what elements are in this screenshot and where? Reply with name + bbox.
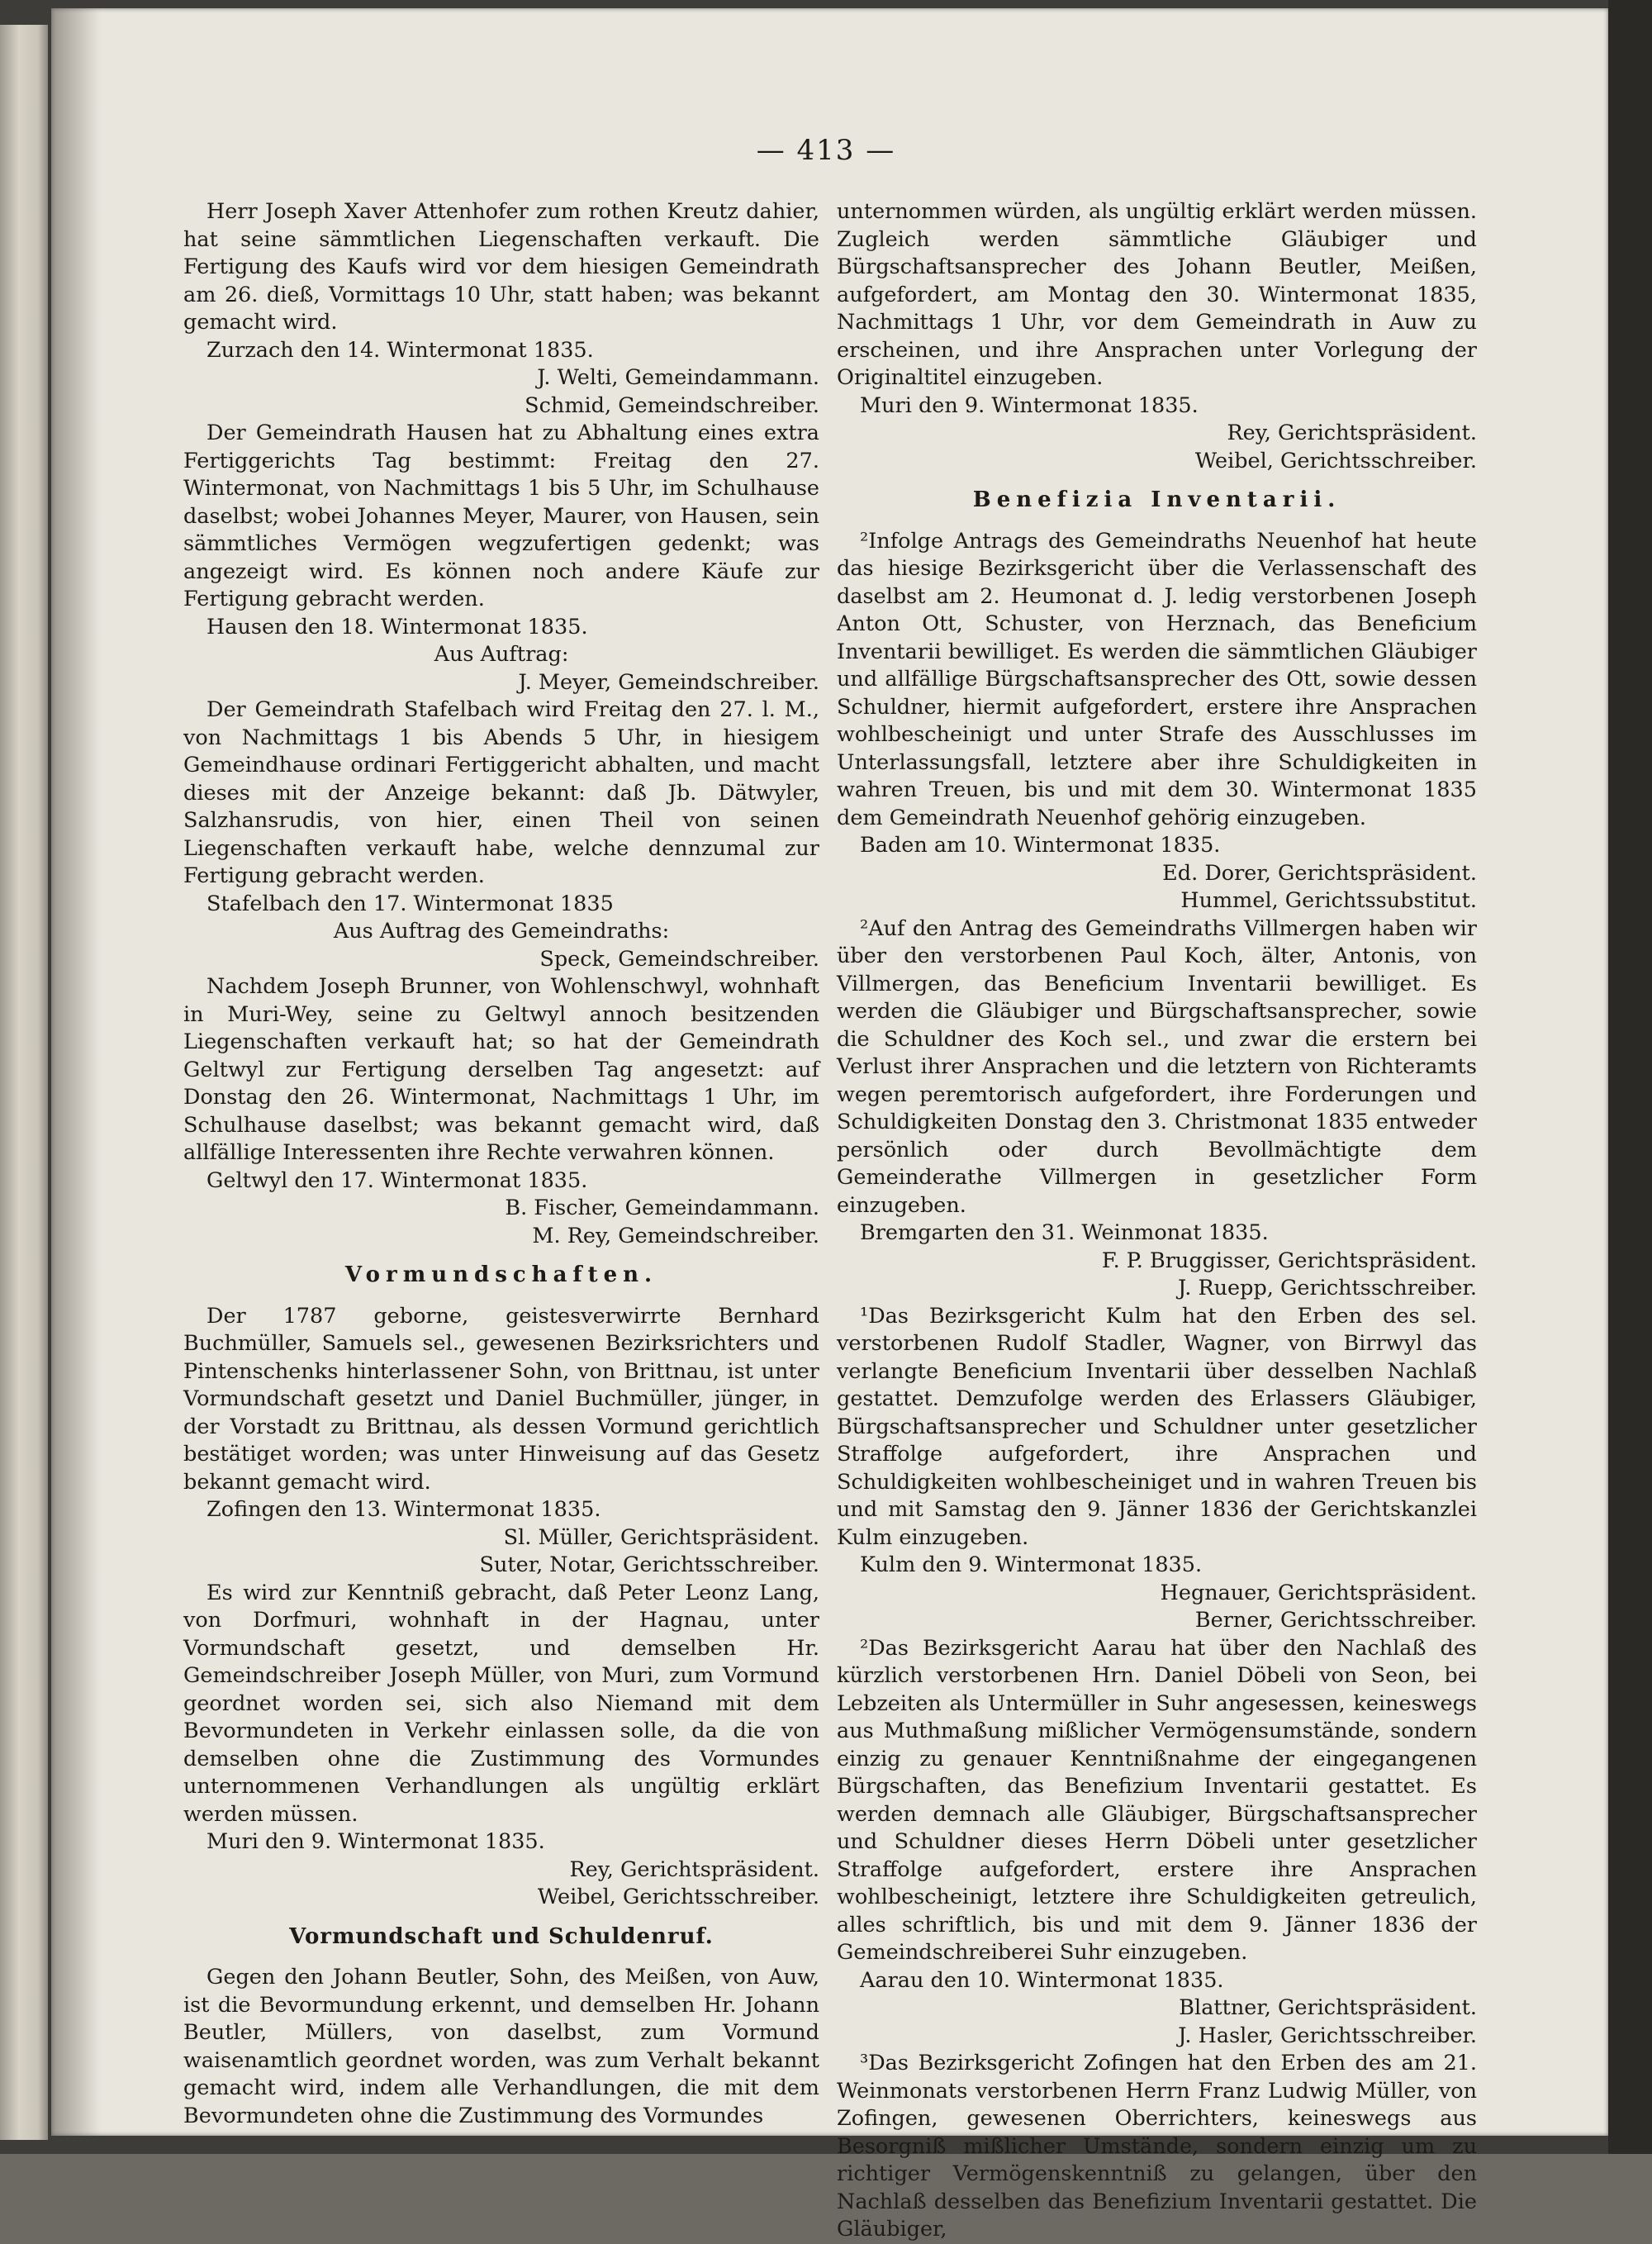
place-date-line: Hausen den 18. Wintermonat 1835. [206,614,588,639]
signature-line: Ed. Dorer, Gerichtspräsident. [1162,860,1477,886]
notice-paragraph: ¹Das Bezirksgericht Kulm hat den Erben des sel. verstorbenen Rudolf Stadler, Wagner, von Birrwyl das verlangte Beneficium Inventarii über desselben Nachlaß gestattet. Demzufolge werden des Erlassers Gläubiger, Bürgschaftsansprecher und Schuldner unter gesetzlicher Straffolge aufgefordert, ihre Ansprachen und Schuldigkeiten wohlbescheiniget und in wahren Treuen bis und mit Samstag den 9. Jänner 1836 der Gerichtskanzlei Kulm einzugeben. [837,1303,1477,1550]
notice-paragraph: unternommen würden, als ungültig erklärt werden müssen. Zugleich werden sämmtliche Gläubiger und Bürgschaftsansprecher des Johann Beutler, Meißen, aufgefordert, am Montag den 30. Wintermonat 1835, Nachmittags 1 Uhr, vor dem Gemeindrath in Auw zu erscheinen, und ihre Ansprachen unter Vorlegung der Originaltitel einzugeben. [837,199,1477,390]
signature-line: M. Rey, Gemeindschreiber. [532,1223,819,1248]
left-column [183,198,819,2130]
notice-paragraph: ²Auf den Antrag des Gemeindraths Villmergen haben wir über den verstorbenen Paul Koch, älter, Antonis, von Villmergen, das Beneficium Inventarii bewilliget. Es werden die Gläubiger und Bürgschaftsansprecher, sowie die Schuldner des Koch sel., und zwar die erstern bei Verlust ihrer Ansprachen und die letztern von Richteramts wegen peremtorisch aufgefordert, ihre Forderungen und Schuldigkeiten Donstag den 3. Christmonat 1835 entweder persönlich oder durch Bevollmächtigte dem Gemeinderathe Villmergen in gesetzlicher Form einzugeben. [837,915,1477,1218]
signature-line: B. Fischer, Gemeindammann. [505,1196,819,1220]
signature-line: Schmid, Gemeindschreiber. [525,392,819,418]
signature-line: F. P. Bruggisser, Gerichtspräsident. [1101,1248,1477,1273]
scan-border-right [1608,0,1652,2154]
place-date-line: Geltwyl den 17. Wintermonat 1835. [206,1167,588,1193]
notice-paragraph: Der 1787 geborne, geistesverwirrte Bernhard Buchmüller, Samuels sel., gewesenen Bezirksrichters und Pintenschenks hinterlassener Sohn, von Brittnau, ist unter Vormundschaft gesetzt und Daniel Buchmüller, jünger, in der Vorstadt zu Brittnau, als dessen Vormund gerichtlich bestätiget worden; was unter Hinweisung auf das Gesetz bekannt gemacht wird. [183,1303,819,1495]
notice-paragraph: Es wird zur Kenntniß gebracht, daß Peter Leonz Lang, von Dorfmuri, wohnhaft in der Hagnau, unter Vormundschaft gesetzt, und demselben Hr. Gemeindschreiber Joseph Müller, von Muri, zum Vormund geordnet worden sei, sich also Niemand mit dem Bevormundeten in Verkehr einlassen solle, da die von demselben ohne die Zustimmung des Vormundes unternommenen Verhandlungen als ungültig erklärt werden müssen. [183,1580,819,1827]
signature-line: J. Hasler, Gerichtsschreiber. [1178,2023,1477,2048]
place-date-line: Muri den 9. Wintermonat 1835. [206,1829,545,1854]
signature-line: Hummel, Gerichtssubstitut. [1180,888,1477,913]
place-date-line: Kulm den 9. Wintermonat 1835. [860,1552,1203,1577]
place-date-line: Baden am 10. Wintermonat 1835. [860,833,1221,858]
notice-paragraph: ²Das Bezirksgericht Aarau hat über den Nachlaß des kürzlich verstorbenen Hrn. Daniel Döbeli von Seon, bei Lebzeiten als Untermüller in Suhr angesessen, keineswegs aus Muthmaßung mißlicher Vermögensumstände, sondern einzig zu genauer Kenntnißnahme der eingegangenen Bürgschaften, das Benefizium Inventarii gestattet. Es werden demnach alle Gläubiger, Bürgschaftsansprecher und Schuldner dieses Herrn Döbeli unter gesetzlicher Straffolge aufgefordert, erstere ihre Ansprachen wohlbescheinigt, letztere ihre Schuldigkeiten getreulich, alles schriftlich, bis und mit dem 9. Jänner 1836 der Gemeindschreiberei Suhr einzugeben. [837,1635,1477,1965]
notice-paragraph: ²Infolge Antrags des Gemeindraths Neuenhof hat heute das hiesige Bezirksgericht über die Verlassenschaft des daselbst am 2. Heumonat d. J. ledig verstorbenen Joseph Anton Ott, Schuster, von Herznach, das Beneficium Inventarii bewilliget. Es werden die sämmtlichen Gläubiger und allfällige Bürgschaftsansprecher des Ott, sowie dessen Schuldner, hiermit aufgefordert, erstere ihre Ansprachen wohlbescheinigt und unter Strafe des Ausschlusses im Unterlassungsfall, letztere aber ihre Schuldigkeiten in wahren Treuen, bis und mit dem 30. Wintermonat 1835 dem Gemeindrath Neuenhof gehörig einzugeben. [837,528,1477,830]
notice-paragraph: ³Das Bezirksgericht Zofingen hat den Erben des am 21. Weinmonats verstorbenen Herrn Franz Ludwig Müller, von Zofingen, gewesenen Oberrichters, keineswegs aus Besorgniß mißlicher Umstände, sondern einzig um zu richtiger Vermögenskenntniß zu gelangen, über den Nachlaß desselben das Benefizium Inventarii gestattet. Die Gläubiger, [837,2051,1477,2242]
signature-line: J. Ruepp, Gerichtsschreiber. [1177,1276,1477,1300]
signature-line: Sl. Müller, Gerichtspräsident. [503,1524,819,1550]
notice-paragraph: Nachdem Joseph Brunner, von Wohlenschwyl, wohnhaft in Muri-Wey, seine zu Geltwyl annoch besitzenden Liegenschaften verkauft hat; so hat der Gemeindrath Geltwyl zur Fertigung derselben Tag angesetzt: auf Donstag den 26. Wintermonat, Nachmittags 1 Uhr, im Schulhause daselbst; was bekannt gemacht wird, daß allfällige Interessenten ihre Rechte verwahren können. [183,974,819,1165]
place-date-line: Stafelbach den 17. Wintermonat 1835 [206,891,614,916]
signature-line: J. Meyer, Gemeindschreiber. [518,669,819,695]
signature-line: Weibel, Gerichtsschreiber. [537,1885,819,1909]
page-number: — 413 — [756,134,896,167]
section-heading: Vormundschaften. [344,1262,658,1287]
signature-line: Weibel, Gerichtsschreiber. [1194,448,1477,473]
signature-line: Blattner, Gerichtspräsident. [1179,1995,1477,2020]
signature-line: Rey, Gerichtspräsident. [569,1857,819,1882]
right-column [837,198,1477,2244]
notice-paragraph: Der Gemeindrath Hausen hat zu Abhaltung eines extra Fertiggerichts Tag bestimmt: Freitag den 27. Wintermonat, von Nachmittags 1 bis 5 Uhr, im Schulhause daselbst; wobei Johannes Meyer, Maurer, von Hausen, sein sämmtliches Vermögen wegzufertigen gedenkt; was angezeigt wird. Es können noch andere Käufe zur Fertigung gebracht werden. [183,421,819,611]
signature-line: J. Welti, Gemeindammann. [537,365,819,390]
notice-paragraph: Der Gemeindrath Stafelbach wird Freitag den 27. l. M., von Nachmittags 1 bis Abends 5 Uhr, in hiesigem Gemeindhause ordinari Fertiggericht abhalten, und macht dieses mit der Anzeige bekannt: daß Jb. Dätwyler, Salzhansrudis, von hier, einen Theil von seinen Liegenschaften verkauft habe, welche dennzumal zur Fertigung gebracht werden. [183,697,819,888]
section-heading: Benefizia Inventarii. [972,487,1341,512]
place-date-line: Zurzach den 14. Wintermonat 1835. [206,337,594,363]
place-date-line: Bremgarten den 31. Weinmonat 1835. [860,1220,1269,1245]
place-date-line: Zofingen den 13. Wintermonat 1835. [206,1497,601,1522]
notice-paragraph: Gegen den Johann Beutler, Sohn, des Meißen, von Auw, ist die Bevormundung erkennt, und demselben Hr. Johann Beutler, Müllers, von daselbst, zum Vormund waisenamtlich geordnet worden, was zum Verhalt bekannt gemacht wird, indem alle Verhandlungen, die mit dem Bevormundeten ohne die Zustimmung des Vormundes [183,1965,819,2128]
signature-line: Speck, Gemeindschreiber. [539,946,819,972]
signature-line: Hegnauer, Gerichtspräsident. [1160,1580,1477,1605]
mandate-line: Aus Auftrag des Gemeindraths: [333,919,670,944]
signature-line: Berner, Gerichtsschreiber. [1194,1608,1477,1633]
previous-page-edge [0,25,48,2140]
place-date-line: Aarau den 10. Wintermonat 1835. [860,1967,1224,1993]
place-date-line: Muri den 9. Wintermonat 1835. [860,392,1199,418]
mandate-line: Aus Auftrag: [434,642,569,667]
signature-line: Suter, Notar, Gerichtsschreiber. [479,1552,819,1577]
section-heading: Vormundschaft und Schuldenruf. [289,1923,714,1949]
signature-line: Rey, Gerichtspräsident. [1227,421,1477,445]
notice-paragraph: Herr Joseph Xaver Attenhofer zum rothen Kreutz dahier, hat seine sämmtlichen Liegenschaften verkauft. Die Fertigung des Kaufs wird vor dem hiesigen Gemeindrath am 26. dieß, Vormittags 10 Uhr, statt haben; was bekannt gemacht wird. [183,199,819,335]
